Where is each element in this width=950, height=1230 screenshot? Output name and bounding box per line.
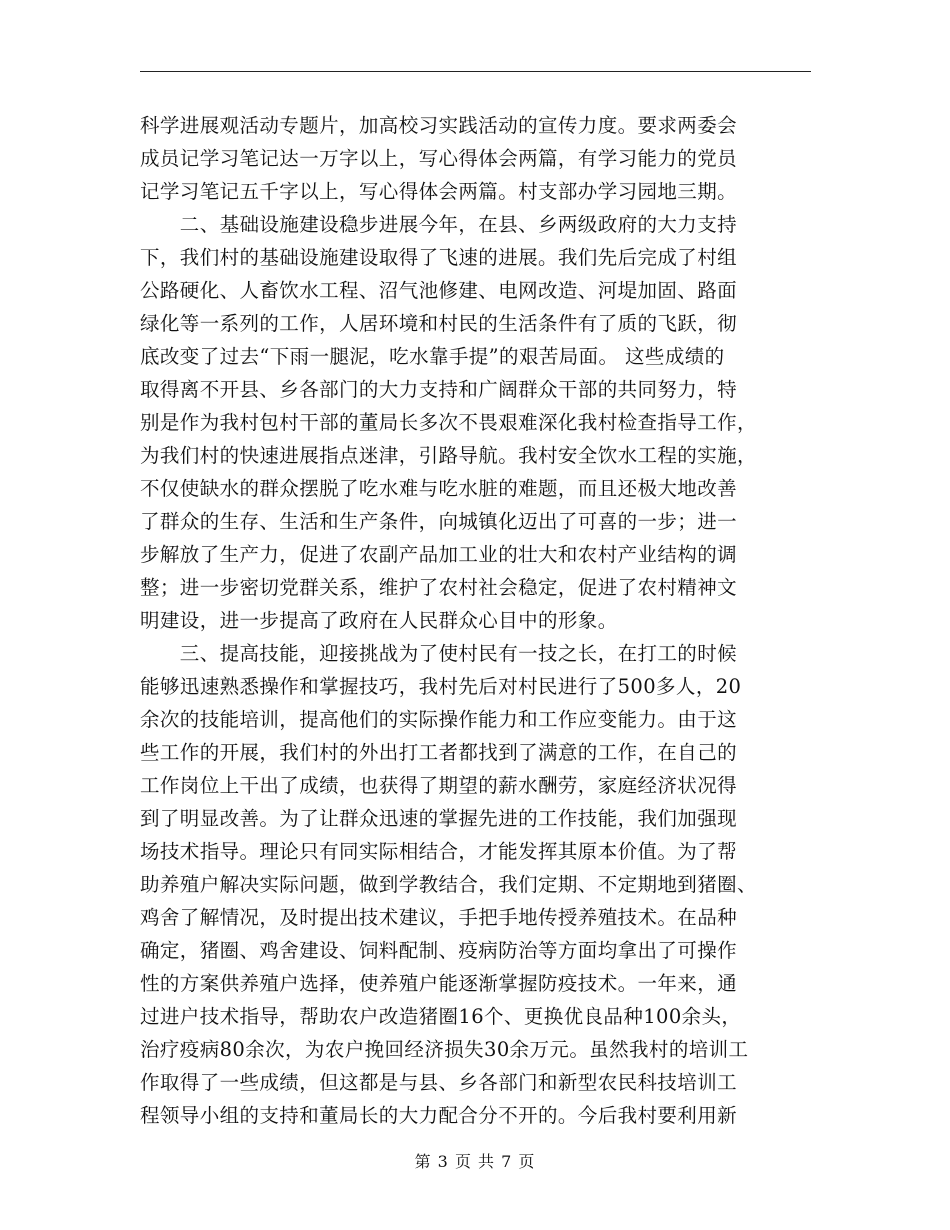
text-line: 科学进展观活动专题片，加高校习实践活动的宣传力度。要求两委会 — [140, 114, 738, 137]
text-line: 了群众的生存、生活和生产条件，向城镇化迈出了可喜的一步；进一 — [140, 510, 738, 533]
text-line: 不仅使缺水的群众摆脱了吃水难与吃水脏的难题，而且还极大地改善 — [140, 477, 738, 500]
text-line: 三、提高技能，迎接挑战为了使村民有一技之长，在打工的时候 — [140, 642, 738, 665]
text-line: 公路硬化、人畜饮水工程、沼气池修建、电网改造、河堤加固、路面 — [140, 279, 738, 302]
text-line: 成员记学习笔记达一万字以上，写心得体会两篇，有学习能力的党员 — [140, 147, 738, 170]
text-line: 工作岗位上干出了成绩，也获得了期望的薪水酬劳，家庭经济状况得 — [140, 774, 738, 797]
text-line: 助养殖户解决实际问题，做到学教结合，我们定期、不定期地到猪圈、 — [140, 873, 757, 896]
text-line: 能够迅速熟悉操作和掌握技巧，我村先后对村民进行了500多人，20 — [140, 675, 742, 698]
page-number: 第 3 页 共 7 页 — [414, 1152, 536, 1171]
text-line: 为我们村的快速进展指点迷津，引路导航。我村安全饮水工程的实施， — [140, 444, 757, 467]
text-line: 确定，猪圈、鸡舍建设、饲料配制、疫病防治等方面均拿出了可操作 — [140, 939, 738, 962]
text-line: 作取得了一些成绩，但这都是与县、乡各部门和新型农民科技培训工 — [140, 1071, 738, 1094]
text-line: 二、基础设施建设稳步进展今年，在县、乡两级政府的大力支持 — [140, 213, 738, 236]
text-line: 步解放了生产力，促进了农副产品加工业的壮大和农村产业结构的调 — [140, 543, 738, 566]
text-line: 绿化等一系列的工作，人居环境和村民的生活条件有了质的飞跃，彻 — [140, 312, 738, 335]
header-rule — [140, 71, 811, 72]
document-body — [140, 109, 812, 1132]
text-line: 场技术指导。理论只有同实际相结合，才能发挥其原本价值。为了帮 — [140, 840, 738, 863]
text-line: 记学习笔记五千字以上，写心得体会两篇。村支部办学习园地三期。 — [140, 180, 738, 203]
text-line: 鸡舍了解情况，及时提出技术建议，手把手地传授养殖技术。在品种 — [140, 906, 738, 929]
text-line: 程领导小组的支持和董局长的大力配合分不开的。今后我村要利用新 — [140, 1104, 738, 1127]
text-line: 余次的技能培训，提高他们的实际操作能力和工作应变能力。由于这 — [140, 708, 738, 731]
text-line: 到了明显改善。为了让群众迅速的掌握先进的工作技能，我们加强现 — [140, 807, 738, 830]
text-line: 下，我们村的基础设施建设取得了飞速的进展。我们先后完成了村组 — [140, 246, 738, 269]
text-line: 明建设，进一步提高了政府在人民群众心目中的形象。 — [140, 609, 618, 632]
text-line: 性的方案供养殖户选择，使养殖户能逐渐掌握防疫技术。一年来，通 — [140, 972, 738, 995]
text-line: 治疗疫病80余次，为农户挽回经济损失30余万元。虽然我村的培训工 — [140, 1038, 749, 1061]
text-line: 别是作为我村包村干部的董局长多次不畏艰难深化我村检查指导工作， — [140, 411, 757, 434]
text-line: 过进户技术指导，帮助农户改造猪圈16个、更换优良品种100余头， — [140, 1005, 742, 1028]
text-line: 取得离不开县、乡各部门的大力支持和广阔群众干部的共同努力，特 — [140, 378, 738, 401]
text-line: 底改变了过去“下雨一腿泥，吃水靠手提”的艰苦局面。 这些成绩的 — [140, 345, 725, 368]
text-line: 些工作的开展，我们村的外出打工者都找到了满意的工作，在自己的 — [140, 741, 738, 764]
text-line: 整；进一步密切党群关系，维护了农村社会稳定，促进了农村精神文 — [140, 576, 738, 599]
